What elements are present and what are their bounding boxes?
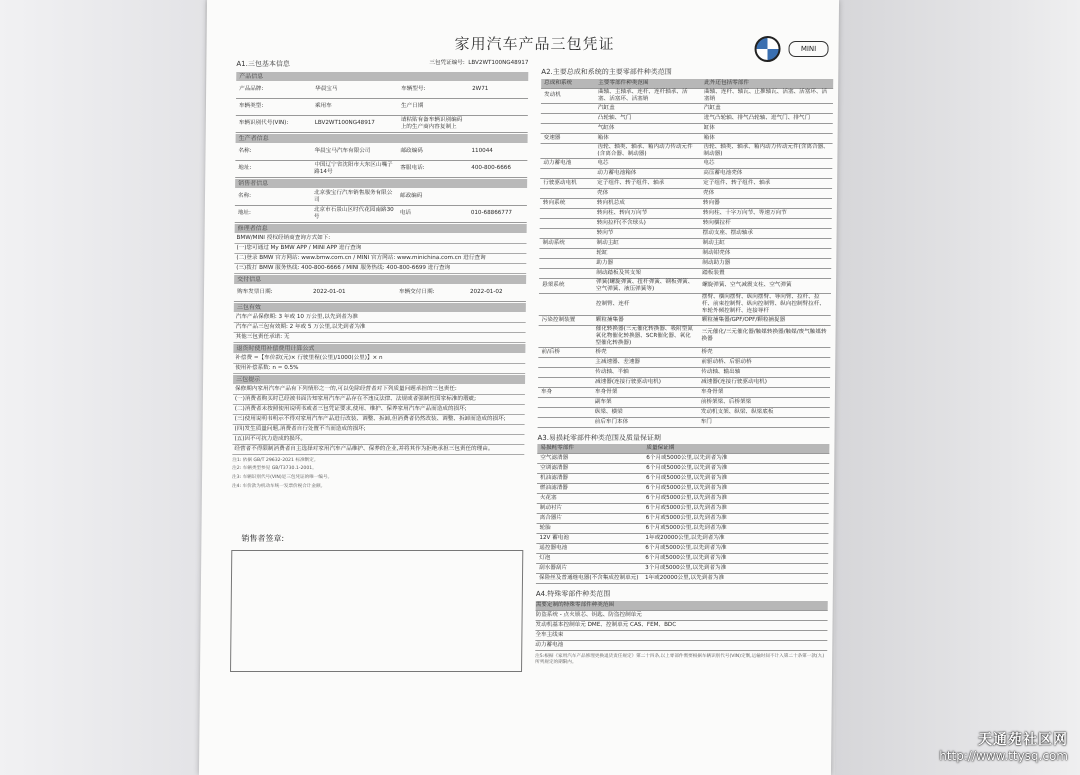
- info-row: [236, 82, 528, 99]
- a4-title: A4.特殊零部件种类范围: [535, 590, 611, 599]
- maker-info-bar: 生产者信息: [236, 134, 528, 143]
- a2-extra-cell: 前驱动桥、后驱动桥: [701, 358, 752, 365]
- a2-row: [538, 348, 830, 358]
- info-cell: 名称:: [237, 193, 252, 200]
- a2-system-cell: 车身: [540, 388, 553, 395]
- document-title: 家用汽车产品三包凭证: [454, 35, 615, 53]
- a2-row: [538, 378, 830, 388]
- info-row: [235, 189, 527, 206]
- a2-row: [540, 219, 832, 229]
- a2-extra-cell: 转向器: [702, 199, 720, 206]
- terms-lines: [233, 313, 525, 343]
- a3-part-cell: 离合器片: [539, 515, 563, 522]
- a3-part-cell: 机油滤清器: [540, 475, 569, 482]
- info-cell: 产品品牌:: [239, 86, 264, 93]
- a2-parts-cell: 纵梁、横梁: [594, 408, 623, 415]
- a2-parts-cell: 汽缸盖: [597, 104, 615, 111]
- a3-row: [536, 554, 828, 564]
- a3-part-cell: 遥控器电池: [539, 545, 568, 552]
- a3-row: [537, 504, 829, 514]
- a2-row: [541, 89, 833, 104]
- a3-row: [537, 464, 829, 474]
- reminder-bar: 三包提示: [233, 375, 525, 384]
- info-cell: 中国辽宁省沈阳市大东区山嘴子路14号: [314, 161, 393, 175]
- a2-row: [540, 159, 832, 169]
- a2-extra-cell: 定子组件、转子组件、轴承: [703, 179, 771, 186]
- a3-period-cell: 6个月或5000公里,以先到者为准: [645, 495, 727, 502]
- a3-row: [536, 534, 828, 544]
- a2-row: [538, 358, 830, 368]
- a2-parts-cell: 弹簧(螺旋弹簧、扭杆弹簧、钢板弹簧、空气弹簧、液压弹簧等): [596, 278, 694, 292]
- a2-row: [540, 199, 832, 209]
- a4-header-row: 需要定制的特殊零部件种类范围: [536, 601, 828, 611]
- info-row: [235, 206, 527, 223]
- a1-title: A1.三包基本信息: [236, 60, 290, 68]
- a2-parts-cell: 制动主缸: [596, 239, 619, 246]
- terms-bar: 三包有效: [234, 303, 526, 312]
- a3-period-cell: 6个月或5000公里,以先到者为准: [645, 525, 727, 532]
- a3-part-cell: 保险丝及普通继电器(不含集成控制单元): [538, 575, 639, 582]
- a3-period-cell: 6个月或5000公里,以先到者为准: [645, 505, 727, 512]
- info-cell: 车辆类型:: [238, 103, 264, 110]
- a2-extra-cell: 减速器(连接行驶驱动电机): [701, 378, 767, 385]
- a3-row: [537, 474, 829, 484]
- a3-period-cell: 1年或20000公里,以先到者为准: [644, 575, 725, 582]
- text-line: (一)消费者购买时已经被书面告知家用汽车产品存在不违反法律、法规或者强制性国家标准的瑕疵;: [233, 395, 525, 405]
- a2-system-cell: 悬架系统: [542, 282, 565, 289]
- bmw-logo-icon: [754, 36, 780, 62]
- a2-row: [539, 249, 831, 259]
- a2-table: [538, 79, 834, 428]
- info-cell: 邮政编码: [400, 148, 423, 155]
- a2-extra-cell: 颗粒捕集器/GPF/OPF/颗粒捕捉器: [701, 316, 786, 323]
- a2-row: [540, 229, 832, 239]
- a2-row: [540, 169, 832, 179]
- a2-parts-cell: 前后车门本体: [594, 418, 629, 425]
- a3-period-cell: 6个月或5000公里,以先到者为准: [646, 455, 728, 462]
- a2-parts-cell: 动力蓄电池箱体: [597, 169, 637, 176]
- info-row: [236, 99, 528, 116]
- a2-parts-cell: 桥壳: [595, 348, 607, 355]
- seller-info-bar: 销售者信息: [235, 179, 527, 188]
- a2-parts-cell: 转向机总成: [596, 199, 625, 206]
- a3-part-cell: 空气滤清器: [540, 455, 569, 462]
- a3-period-cell: 6个月或5000公里,以先到者为准: [646, 475, 728, 482]
- a2-row: [539, 294, 831, 316]
- a2-parts-cell: 车身骨架: [594, 388, 618, 395]
- a2-extra-cell: 摆臂、横向摆臂、纵向摆臂、导向臂、拉杆、拉杆、前束控制臂、纵向控制臂、纵向控制臂拉杆、车轮外倾控制杆、连接导杆: [701, 293, 825, 314]
- a2-extra-cell: 制动助力器: [702, 259, 731, 266]
- a2-parts-cell: 助力器: [596, 259, 614, 266]
- a2-extra-cell: 进气凸轮轴、排气凸轮轴、进气门、排气门: [703, 114, 811, 121]
- site-watermark: 天通苑社区网 http://www.ttysq.com: [939, 732, 1068, 763]
- a3-title: A3.易损耗零部件种类范围及质量保证期: [537, 433, 661, 442]
- info-cell: 010-68866777: [470, 210, 513, 217]
- formula-lines: [233, 354, 525, 374]
- text-line: BMW/MINI 授权经销商查询方式如下:: [235, 234, 527, 244]
- a2-extra-cell: 曲轴、连杆、轴瓦、止推轴瓦、活塞、活塞环、活塞销: [703, 88, 828, 102]
- a2-extra-cell: 摆动支座、摆动轴承: [702, 229, 754, 236]
- a2-parts-cell: 凸轮轴、气门: [597, 114, 632, 121]
- a3-row: [536, 544, 828, 554]
- info-cell: 北京市石景山区时代花园南路30号: [313, 206, 394, 220]
- notes: [232, 458, 524, 490]
- a3-header-row: [537, 444, 829, 454]
- a2-parts-cell: 减速器(连接行驶驱动电机): [595, 378, 661, 385]
- a3-part-cell: 12V 蓄电池: [539, 535, 569, 542]
- note-line: 注2: 车辆类型参见 GB/T3730.1-2001。: [232, 466, 317, 472]
- a4-row: 动力蓄电池: [535, 641, 827, 651]
- warranty-document: [199, 0, 839, 775]
- product-info-bar: 产品信息: [236, 72, 528, 81]
- text-line: (二)消费者未按照使用说明书或者三包凭证要求,使用、维护、保养家用汽车产品而造成的损坏;: [233, 405, 525, 415]
- a2-extra-cell: 制动钳壳体: [702, 249, 731, 256]
- note-line: 注4: 车价款为机动车统一发票价税合计金额。: [231, 483, 326, 489]
- a3-header-cell: 质量保证期: [646, 445, 675, 452]
- a2-row: [539, 279, 831, 294]
- maker-info-table: [235, 144, 527, 178]
- a2-row: [541, 114, 833, 124]
- text-line: 其他三包责任承诺: 无: [233, 333, 525, 343]
- a4-table: [535, 601, 828, 651]
- info-cell: 华晨宝马: [315, 86, 338, 93]
- a2-row: [541, 124, 833, 134]
- a4-row: 防盗系统 - 点火锁芯、钥匙、防盗控制单元: [536, 611, 828, 621]
- text-line: (三)拨打 BMW 服务热线: 400-800-6666 / MINI 服务热线: 400-800-6699 进行查询: [234, 264, 526, 274]
- a3-part-cell: 灯泡: [539, 555, 551, 562]
- delivery-info-bar: 交付信息: [234, 275, 526, 284]
- a2-parts-cell: 副车架: [594, 398, 612, 405]
- a2-row: [538, 388, 830, 398]
- a2-extra-cell: 制动主缸: [702, 239, 725, 246]
- a2-extra-cell: 发动机支架、纵梁、纵梁底板: [700, 408, 774, 415]
- text-line: 使用补偿系数: n = 0.5%: [233, 364, 525, 374]
- a2-system-cell: 前/后桥: [541, 348, 561, 355]
- note-line: 注1: 依据 GB/T 29632-2021 标准制定。: [232, 457, 319, 463]
- text-line: 汽车产品三包有效期: 2 年或 5 万公里,以先到者为准: [234, 323, 526, 333]
- a2-system-cell: 污染控制装置: [541, 316, 576, 323]
- a2-parts-cell: 控制臂、连杆: [595, 300, 630, 307]
- text-line: 保修期内家用汽车产品有下列情形之一的,可以免除经营者对下列质量问题承担的三包责任:: [233, 385, 525, 395]
- a2-row: [539, 269, 831, 279]
- a3-period-cell: 6个月或5000公里,以先到者为准: [645, 555, 727, 562]
- a2-parts-cell: 箱体: [597, 134, 609, 141]
- info-cell: 400-800-6666: [471, 165, 511, 172]
- info-cell: 华晨宝马汽车有限公司: [314, 148, 371, 155]
- a2-parts-cell: 气缸体: [597, 124, 615, 131]
- a3-row: [537, 454, 829, 464]
- info-cell: 客服电话:: [400, 165, 425, 172]
- signature-label: 销售者签章:: [241, 534, 285, 544]
- a3-part-cell: 燃油滤清器: [539, 485, 568, 492]
- info-cell: 名称:: [238, 148, 252, 155]
- signature-box: [230, 550, 523, 672]
- info-cell: 请粘贴有备车辆识别编码上的生产商内容复制上: [400, 116, 463, 130]
- left-column: [230, 60, 528, 672]
- a2-row: [539, 316, 831, 326]
- info-row: [235, 161, 527, 178]
- a2-system-cell: 转向系统: [542, 199, 566, 206]
- a2-row: [538, 368, 830, 378]
- a2-extra-cell: 转向柱、十字万向节、等速万向节: [702, 209, 787, 216]
- right-column: [535, 68, 833, 669]
- a2-title: A2.主要总成和系统的主要零部件种类范围: [541, 68, 672, 76]
- text-line: (一)您可通过 My BMW APP / MINI APP 进行查询: [234, 244, 526, 254]
- a3-row: [537, 494, 829, 504]
- a2-extra-cell: 汽缸盖: [703, 104, 721, 111]
- a2-parts-cell: 主减速器、差速器: [595, 358, 641, 365]
- info-cell: 邮政编码: [399, 193, 423, 200]
- a2-header-cell: 总成和系统: [544, 79, 573, 86]
- repair-info-lines: [234, 234, 526, 274]
- delivery-row: 购车发票日期: 2022-01-01 车辆交付日期: 2022-01-02: [234, 285, 526, 302]
- info-cell: 110044: [471, 148, 493, 155]
- seller-info-table: [235, 189, 527, 223]
- a3-part-cell: 制动衬片: [539, 505, 563, 512]
- info-cell: 生产日期: [400, 103, 424, 110]
- a3-period-cell: 6个月或5000公里,以先到者为准: [645, 485, 728, 492]
- a2-parts-cell: 轮缸: [596, 249, 608, 256]
- a3-period-cell: 1年或20000公里,以先到者为准: [645, 535, 725, 542]
- a2-row: [541, 104, 833, 114]
- a2-parts-cell: 电芯: [597, 159, 609, 166]
- text-line: (三)使用说明书明示不得对家用汽车产品进行改装、调整、拆卸,但消费者仍然改装、调整、拆卸而造成的损坏;: [233, 415, 525, 425]
- a2-row: [539, 259, 831, 269]
- repair-info-bar: 修理者信息: [235, 224, 527, 233]
- a2-header-row: [541, 79, 833, 89]
- a3-part-cell: 轮胎: [539, 525, 551, 532]
- info-cell: 车辆型号:: [401, 86, 426, 93]
- a3-period-cell: 6个月或5000公里,以先到者为准: [645, 545, 727, 552]
- a2-extra-cell: 缸体: [703, 124, 715, 131]
- info-cell: 乘用车: [314, 103, 332, 110]
- a2-extra-cell: 箱体: [703, 134, 715, 141]
- a2-row: [538, 408, 830, 418]
- a2-extra-cell: 车身骨架: [700, 388, 724, 395]
- info-row: [235, 144, 527, 161]
- info-cell: 地址:: [238, 165, 252, 172]
- a3-row: [536, 574, 828, 584]
- a2-extra-cell: 转向横拉杆: [702, 219, 731, 226]
- product-info-table: [236, 82, 529, 133]
- a2-system-cell: 制动系统: [542, 239, 565, 246]
- info-cell: 2W71: [472, 86, 489, 93]
- a2-parts-cell: 制动踏板及其支架: [596, 269, 641, 276]
- a3-row: [536, 564, 828, 574]
- a2-parts-cell: 转向拉杆(不含球头): [596, 219, 646, 226]
- a3-part-cell: 空调滤清器: [540, 465, 569, 472]
- a2-parts-cell: 齿轮、轴类、轴承、箱内动力传动元件(含离合器、制动器): [597, 143, 693, 157]
- a2-extra-cell: 三元催化/三元催化器/触媒转换器/触媒/废气触媒转换器: [701, 329, 827, 343]
- a2-parts-cell: 催化转换器(三元催化转换器、吸附型氮氧化物催化转换器、SCR催化器、氧化型催化转换器): [595, 325, 693, 346]
- a3-period-cell: 6个月或5000公里,以先到者为准: [646, 465, 728, 472]
- a3-period-cell: 3个月或5000公里,以先到者为准: [645, 565, 727, 572]
- info-cell: 北京骏宝行汽车销售服务有限公司: [313, 189, 393, 203]
- info-cell: 地址:: [237, 210, 251, 217]
- text-line: (四)发生质量问题,消费者自行处置不当而造成的损坏;: [233, 425, 525, 435]
- a2-extra-cell: 车门: [700, 418, 712, 425]
- a2-extra-cell: 壳体: [703, 189, 715, 196]
- a3-part-cell: 刮水器刮片: [539, 565, 568, 572]
- a2-row: [540, 189, 832, 199]
- reminder-lines: [232, 385, 525, 455]
- a2-parts-cell: 转向节: [596, 229, 614, 236]
- a3-row: [536, 524, 828, 534]
- a2-parts-cell: 壳体: [597, 189, 609, 196]
- a2-parts-cell: 颗粒捕集器: [595, 316, 624, 323]
- a2-row: [541, 134, 833, 144]
- a2-row: [538, 418, 830, 428]
- a3-table: [536, 444, 829, 584]
- formula-bar: 退货时使用补偿费用计算公式: [233, 344, 525, 353]
- note-line: 注3: 车辆识别代号(VIN)是三包凭证的唯一编号。: [232, 474, 333, 480]
- a2-extra-cell: 传动轴、输出轴: [701, 368, 741, 375]
- info-cell: LBV2WT100NG48917: [314, 120, 375, 127]
- a2-header-cell: 主要零部件种类范围: [598, 79, 649, 86]
- text-line: (五)因不可抗力造成的损坏。: [232, 435, 524, 445]
- a4-row: 全车主线束: [535, 631, 827, 641]
- background-left: [0, 0, 205, 775]
- a2-extra-cell: 桥壳: [701, 348, 713, 355]
- a2-header-cell: 此外还包括零部件: [704, 79, 749, 86]
- a2-row: [540, 209, 832, 219]
- a3-part-cell: 火花塞: [539, 495, 557, 502]
- a2-extra-cell: 电芯: [703, 159, 715, 166]
- a2-extra-cell: 前桥架梁、后桥架梁: [700, 398, 752, 405]
- info-row: [236, 116, 528, 133]
- a2-parts-cell: 曲轴、主轴承、连杆、连杆轴承、活塞、活塞环、活塞销: [597, 88, 688, 102]
- a2-row: [540, 144, 832, 159]
- mini-logo-icon: MINI: [788, 41, 828, 57]
- a3-period-cell: 6个月或5000公里,以先到者为准: [645, 515, 727, 522]
- a4-row: 发动机基本控制单元 DME、控制单元 CAS、FEM、BDC: [535, 621, 827, 631]
- a2-row: [540, 179, 832, 189]
- text-line: (二)登录 BMW 官方网站: www.bmw.com.cn / MINI 官方网站: www.minichina.com.cn 进行查询: [234, 254, 526, 264]
- brand-logos: [754, 36, 828, 62]
- a2-system-cell: 变速器: [543, 134, 561, 141]
- a3-header-cell: 易损耗零部件: [540, 445, 574, 452]
- a2-row: [539, 239, 831, 249]
- a2-row: [538, 398, 830, 408]
- a2-extra-cell: 齿轮、轴类、轴承、箱内动力传动元件(含离合器、制动器): [703, 143, 829, 157]
- background-right: [835, 0, 1080, 775]
- info-cell: 车辆识别代号(VIN):: [238, 120, 289, 127]
- cert-number: 三包凭证编号: LBV2WT100NG48917: [429, 60, 529, 66]
- a3-row: [537, 514, 829, 524]
- a2-system-cell: 动力蓄电池: [543, 159, 572, 166]
- a2-extra-cell: 踏板装置: [702, 269, 725, 276]
- a2-extra-cell: 螺旋弹簧、空气减震支柱、空气弹簧: [702, 282, 792, 289]
- text-line: 汽车产品保修期: 3 年或 10 万公里,以先到者为准: [234, 313, 526, 323]
- text-line: 补偿费 =【车价款(元)× 行驶里程(公里)/1000(公里)】× n: [233, 354, 525, 364]
- a2-extra-cell: 高压蓄电池壳体: [703, 169, 743, 176]
- a2-parts-cell: 传动轴、半轴: [595, 368, 629, 375]
- a2-row: [538, 326, 830, 348]
- footnote: 注5:根据《家用汽车产品修理更换退货责任规定》第二十四条,以上零部件需要根据车辆识别代号(VIN)定制,运输时间不计入第二十条第一款(九)所列规定的期限内。: [535, 654, 825, 665]
- info-cell: 电话: [399, 210, 412, 217]
- a2-system-cell: 发动机: [544, 92, 561, 99]
- a2-parts-cell: 转向柱、转向万向节: [596, 209, 648, 216]
- a3-row: [537, 484, 829, 494]
- text-line: 经营者不得限制消费者自主选择对家用汽车产品维护、保养的企业,并将其作为拒绝承担三包责任的理由。: [232, 445, 524, 455]
- a2-system-cell: 行驶驱动电机: [543, 179, 577, 186]
- a2-parts-cell: 定子组件、转子组件、轴承: [597, 179, 665, 186]
